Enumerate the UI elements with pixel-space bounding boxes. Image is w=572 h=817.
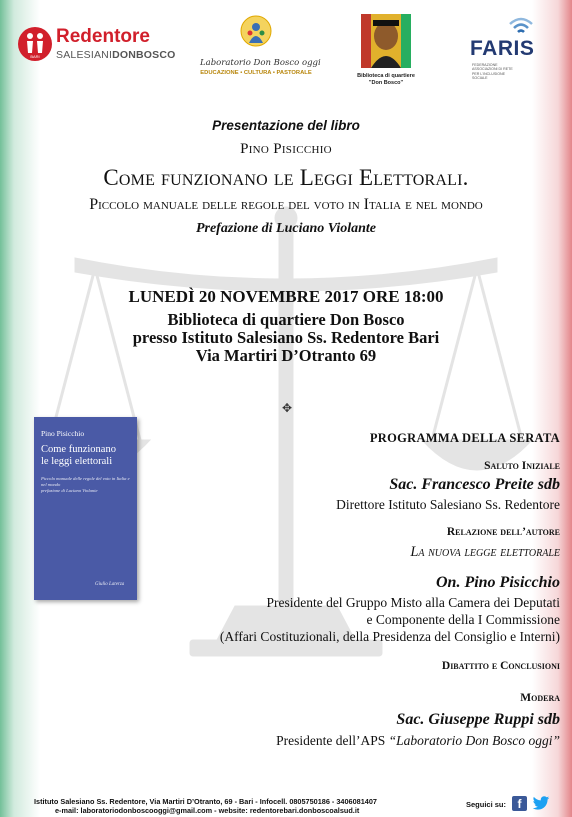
laboratorio-name: Laboratorio Don Bosco oggi xyxy=(200,58,321,68)
relazione-title: La nuova legge elettorale xyxy=(410,544,560,560)
faris-name: FARIS xyxy=(470,37,535,60)
laboratorio-tagline: EDUCAZIONE • CULTURA • PASTORALE xyxy=(200,70,312,76)
footer-contacts: e-mail: laboratoriodonboscooggi@gmail.com - website: redentorebari.donboscoalsud.it xyxy=(55,806,360,815)
redentore-subtitle-a: SALESIANI xyxy=(56,49,113,61)
cover-title-line2: le leggi elettorali xyxy=(41,456,113,467)
laboratorio-logo xyxy=(200,15,321,85)
saluto-heading: Saluto Iniziale xyxy=(484,460,560,472)
event-venue-line1: Biblioteca di quartiere Don Bosco xyxy=(167,310,405,329)
relazione-heading: Relazione dell’autore xyxy=(446,526,560,538)
footer-address: Istituto Salesiano Ss. Redentore, Via Martiri D’Otranto, 69 - Bari - Infocell. 0805750186 - 3406081407 xyxy=(34,797,377,806)
wifi-signal-icon xyxy=(508,15,534,37)
book-author: Pino Pisicchio xyxy=(240,141,332,157)
presentazione-label: Presentazione del libro xyxy=(212,118,360,133)
book-cover-image xyxy=(34,417,137,600)
saluto-speaker-name: Sac. Francesco Preite sdb xyxy=(389,476,560,493)
cover-author: Pino Pisicchio xyxy=(41,429,85,438)
moderator-role-prefix: Presidente dell’APS xyxy=(276,733,389,748)
programma-heading: PROGRAMMA DELLA SERATA xyxy=(369,431,560,445)
modera-heading: Modera xyxy=(520,692,560,704)
cover-subtitle-text: Piccolo manuale delle regole del voto in Italia e nel mondo xyxy=(41,476,130,487)
moderator-name: Sac. Giuseppe Ruppi sdb xyxy=(396,711,560,728)
event-address: Via Martiri D’Otranto 69 xyxy=(195,346,377,365)
cover-subtitle xyxy=(41,476,133,494)
dibattito-heading: Dibattito e Conclusioni xyxy=(441,660,560,672)
cover-title xyxy=(41,444,116,468)
redentore-mark-icon xyxy=(18,27,52,61)
relazione-speaker-role-3: (Affari Costituzionali, della Presidenza del Consiglio e Interni) xyxy=(219,629,560,644)
faris-logo xyxy=(470,15,550,85)
relazione-speaker-name: On. Pino Pisicchio xyxy=(435,574,560,591)
redentore-title: Redentore xyxy=(56,26,150,47)
redentore-subtitle-b: DONBOSCO xyxy=(112,49,176,61)
social-label: Seguici su: xyxy=(466,800,507,809)
cover-title-line1: Come funzionano xyxy=(41,444,116,455)
twitter-icon[interactable] xyxy=(532,794,550,812)
crosshair-icon: ✥ xyxy=(282,401,293,415)
redentore-mark-text: BARI xyxy=(30,54,40,59)
saluto-speaker-role: Direttore Istituto Salesiano Ss. Redentore xyxy=(336,497,560,512)
moderator-role xyxy=(276,733,560,749)
book-title: Come funzionano le Leggi Elettorali. xyxy=(103,165,469,190)
laboratorio-emblem-icon xyxy=(240,15,272,51)
event-venue-line2: presso Istituto Salesiano Ss. Redentore Bari xyxy=(132,328,440,347)
relazione-speaker-role-1: Presidente del Gruppo Misto alla Camera dei Deputati xyxy=(266,595,560,610)
biblioteca-logo xyxy=(355,14,417,90)
relazione-speaker-role-2: e Componente della I Commissione xyxy=(366,612,560,627)
biblioteca-line1: Biblioteca di quartiere xyxy=(357,73,415,79)
event-datetime: LUNEDÌ 20 NOVEMBRE 2017 ORE 18:00 xyxy=(128,287,444,306)
book-subtitle: Piccolo manuale delle regole del voto in Italia e nel mondo xyxy=(89,196,483,213)
biblioteca-line2: "Don Bosco" xyxy=(368,80,404,86)
don-bosco-portrait-icon xyxy=(361,14,411,68)
facebook-icon[interactable]: f xyxy=(512,796,527,811)
book-preface: Prefazione di Luciano Violante xyxy=(195,221,377,236)
faris-tagline: FEDERAZIONE ASSOCIAZIONI DI RETE PER L'INCLUSIONE SOCIALE xyxy=(472,63,513,81)
redentore-subtitle xyxy=(56,49,176,61)
cover-publisher: Giulio Laterza xyxy=(95,582,125,587)
redentore-logo xyxy=(18,25,176,69)
cover-preface-text: prefazione di Luciano Violante xyxy=(41,488,98,493)
moderator-role-org: “Laboratorio Don Bosco oggi” xyxy=(388,733,560,748)
